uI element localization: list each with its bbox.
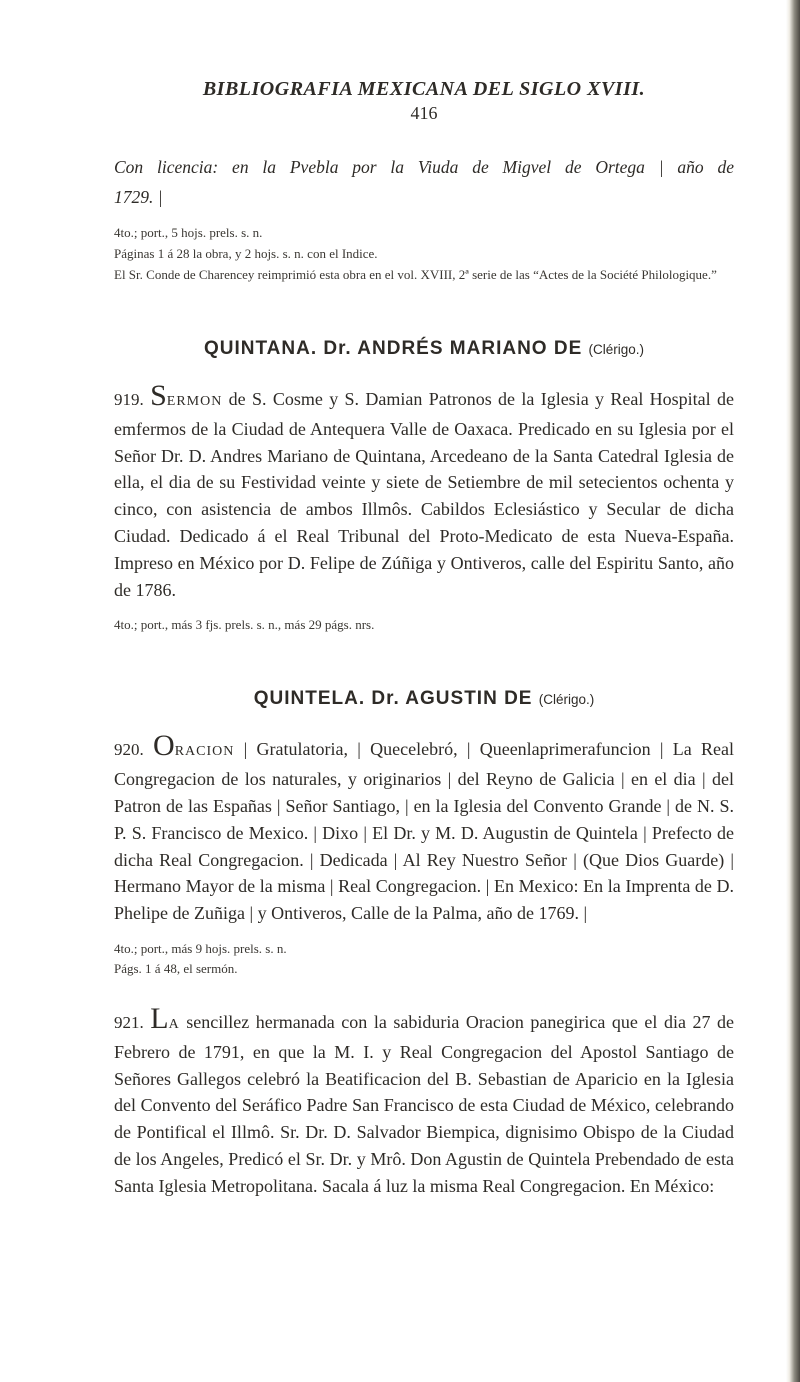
entry-text: de S. Cosme y S. Damian Patronos de la Iglesia y Real Hospital de emfermos de la Ciudad de Antequera Valle de Oaxaca. Predicado en su Iglesia por el Señor Dr. D. Andres Mariano de Quintana, Arcedeano de la Santa Catedral Iglesia de ella, el dia de su Festividad veinte y siete de Setiembre de mil setecientos ochenta y cinco, con asistencia de ambos Illmôs. Cabildos Eclesiástico y Secular de dicha Ciudad. Dedicado á el Real Tribunal del Proto-Medicato de esta Nueva-España. Impreso en México por D. Felipe de Zúñiga y Ontiveros, calle del Espiritu Santo, año de 1786. <box>114 389 735 600</box>
book-page <box>114 78 734 1200</box>
entry-description <box>114 939 734 979</box>
entry-text: | Gratulatoria, | Quecelebró, | Queenlaprimerafuncion | La Real Congregacion de los naturales, y originarios | del Reyno de Galicia | en el dia | del Patron de las Españas | Señor Santiago, | en la Iglesia del Convento Grande | de N. S. P. S. Francisco de Mexico. | Dixo | El Dr. y M. D. Augustin de Quintela | Prefecto de dicha Real Congregacion. | Dedicada | Al Rey Nuestro Señor | (Que Dios Guarde) | Hermano Mayor de la misma | Real Congregacion. | En Mexico: En la Imprenta de D. Phelipe de Zuñiga | y Ontiveros, Calle de la Palma, año de 1769. | <box>114 739 735 924</box>
drop-initial: S <box>150 379 167 412</box>
note-line: Páginas 1 á 28 la obra, y 2 hojs. s. n. con el Indice. <box>114 246 378 261</box>
author-name: QUINTELA. Dr. AGUSTIN DE <box>253 688 533 710</box>
previous-entry-imprint <box>114 152 734 212</box>
description-line: 4to.; port., más 3 fjs. prels. s. n., más 29 págs. nrs. <box>114 617 375 633</box>
page-number: 416 <box>410 103 438 123</box>
book-page-edge <box>786 0 800 1382</box>
entry-921 <box>114 1001 735 1200</box>
entry-text: sencillez hermanada con la sabiduria Oracion panegirica que el dia 27 de Febrero de 1791, en que la M. I. y Real Congregacion del Apostol Santiago de Señores Gallegos celebró la Beatificacion del B. Sebastian de Aparicio en la Iglesia del Convento del Seráfico Padre San Francisco de esta Ciudad de México, celebrando de Pontifical el Illmô. Sr. Dr. D. Salvador Biempica, dignisimo Obispo de la Ciudad de los Angeles, Predicó el Sr. Dr. y Mrô. Don Agustin de Quintela Prebendado de esta Santa Iglesia Metropolitana. Sacala á luz la misma Real Congregacion. En México: <box>114 1011 735 1196</box>
entry-lead-word: A <box>168 1016 180 1032</box>
entry-description <box>114 615 734 635</box>
author-name: QUINTANA. Dr. ANDRÉS MARIANO DE <box>203 338 583 359</box>
description-line: Págs. 1 á 48, el sermón. <box>114 960 238 976</box>
description-line: 4to.; port., más 9 hojs. prels. s. n. <box>114 940 287 956</box>
author-role: (Clérigo.) <box>588 342 645 357</box>
previous-entry-notes <box>114 222 734 285</box>
drop-initial: O <box>153 729 175 763</box>
imprint-year: 1729. | <box>114 187 163 207</box>
author-role: (Clérigo.) <box>538 692 595 708</box>
imprint-line: Con licencia: en la Pvebla por la Viuda de Migvel de Ortega | año de <box>114 157 734 177</box>
entry-number: 921. <box>114 1012 144 1032</box>
note-line: 4to.; port., 5 hojs. prels. s. n. <box>114 225 263 240</box>
author-heading <box>114 337 734 362</box>
entry-920 <box>114 729 735 927</box>
note-line: El Sr. Conde de Charencey reimprimió esta obra en el vol. XVIII, 2ª serie de las “Actes de la Société Philologique.” <box>114 267 717 282</box>
drop-initial: L <box>150 1001 169 1035</box>
author-heading <box>114 687 734 712</box>
entry-919 <box>114 379 735 603</box>
entry-number: 919. <box>114 390 144 409</box>
entry-number: 920. <box>114 740 144 760</box>
running-title: BIBLIOGRAFIA MEXICANA DEL SIGLO XVIII. <box>202 78 646 100</box>
entry-lead-word: ERMON <box>166 394 223 409</box>
entry-lead-word: RACION <box>174 744 235 760</box>
